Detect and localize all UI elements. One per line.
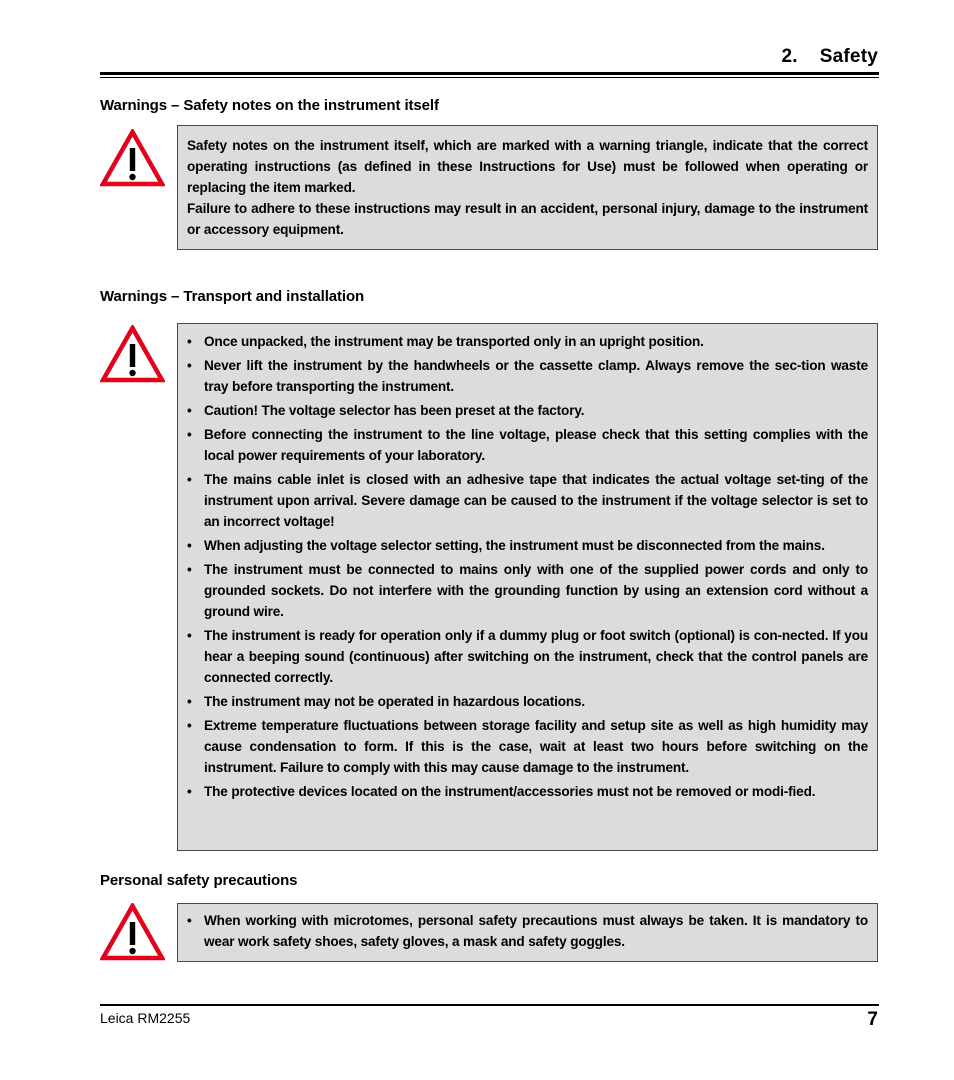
warning-box-instrument-notes [177, 125, 878, 250]
list-item: • The instrument may not be operated in hazardous locations. [187, 691, 868, 712]
warning-triangle-icon [100, 903, 165, 961]
section-heading-instrument-notes: Warnings – Safety notes on the instrument itself [100, 97, 439, 114]
transport-warning-list [187, 331, 868, 802]
bullet: • [187, 358, 192, 373]
section-heading-transport: Warnings – Transport and installation [100, 288, 365, 305]
bullet: • [187, 403, 192, 418]
bullet: • [187, 538, 192, 553]
warning-box-transport [177, 323, 878, 851]
footer-model-name: Leica RM2255 [100, 1010, 191, 1026]
list-item: • When working with microtomes, personal safety precautions must always be taken. It is mandatory to wear work safety shoes, safety gloves, a mask and safety goggles. [187, 910, 868, 952]
personal-safety-list [187, 910, 868, 952]
page-number: 7 [867, 1009, 878, 1030]
header-rule-thin [100, 77, 879, 78]
warning-box-personal-safety [177, 903, 878, 962]
paragraph: Safety notes on the instrument itself, which are marked with a warning triangle, indicate that the correct operating instructions (as defined in these Instructions for Use) must be followed when operating or replacing the item marked. [187, 138, 868, 195]
header-rule-thick [100, 72, 879, 75]
list-item: • Once unpacked, the instrument may be transported only in an upright position. [187, 331, 868, 352]
bullet: • [187, 718, 192, 733]
list-item: • The protective devices located on the instrument/accessories must not be removed or modi-fied. [187, 781, 868, 802]
list-item: • Caution! The voltage selector has been preset at the factory. [187, 400, 868, 421]
paragraph: Failure to adhere to these instructions may result in an accident, personal injury, damage to the instrument or accessory equipment. [187, 201, 868, 237]
chapter-title [782, 46, 878, 68]
chapter-name: Safety [819, 46, 878, 67]
warning-triangle-icon [100, 129, 165, 187]
list-item: • The instrument must be connected to mains only with one of the supplied power cords and only to grounded sockets. Do not interfere with the grounding function by using an extension cord without a ground wire. [187, 559, 868, 622]
list-item: • The instrument is ready for operation only if a dummy plug or foot switch (optional) is con-nected. If you hear a beeping sound (continuous) after switching on the instrument, check that the control panels are connected correctly. [187, 625, 868, 688]
footer-rule [100, 1004, 879, 1006]
list-item: • When adjusting the voltage selector setting, the instrument must be disconnected from the mains. [187, 535, 868, 556]
section-heading-personal-safety: Personal safety precautions [100, 872, 298, 889]
chapter-number: 2. [781, 46, 798, 67]
list-item: • Never lift the instrument by the handwheels or the cassette clamp. Always remove the sec-tion waste tray before transporting the instrument. [187, 355, 868, 397]
bullet: • [187, 472, 192, 487]
bullet: • [187, 628, 192, 643]
list-item: • The mains cable inlet is closed with an adhesive tape that indicates the actual voltage set-ting of the instrument upon arrival. Severe damage can be caused to the instrument if the voltage selector is set to an incorrect voltage! [187, 469, 868, 532]
bullet: • [187, 427, 192, 442]
bullet: • [187, 562, 192, 577]
bullet: • [187, 784, 192, 799]
bullet: • [187, 694, 192, 709]
list-item: • Before connecting the instrument to the line voltage, please check that this setting complies with the local power requirements of your laboratory. [187, 424, 868, 466]
bullet: • [187, 334, 192, 349]
list-item: • Extreme temperature fluctuations between storage facility and setup site as well as high humidity may cause condensation to form. If this is the case, wait at least two hours before switching on the instrument. Failure to comply with this may cause damage to the instrument. [187, 715, 868, 778]
warning-triangle-icon [100, 325, 165, 383]
bullet: • [187, 913, 192, 928]
